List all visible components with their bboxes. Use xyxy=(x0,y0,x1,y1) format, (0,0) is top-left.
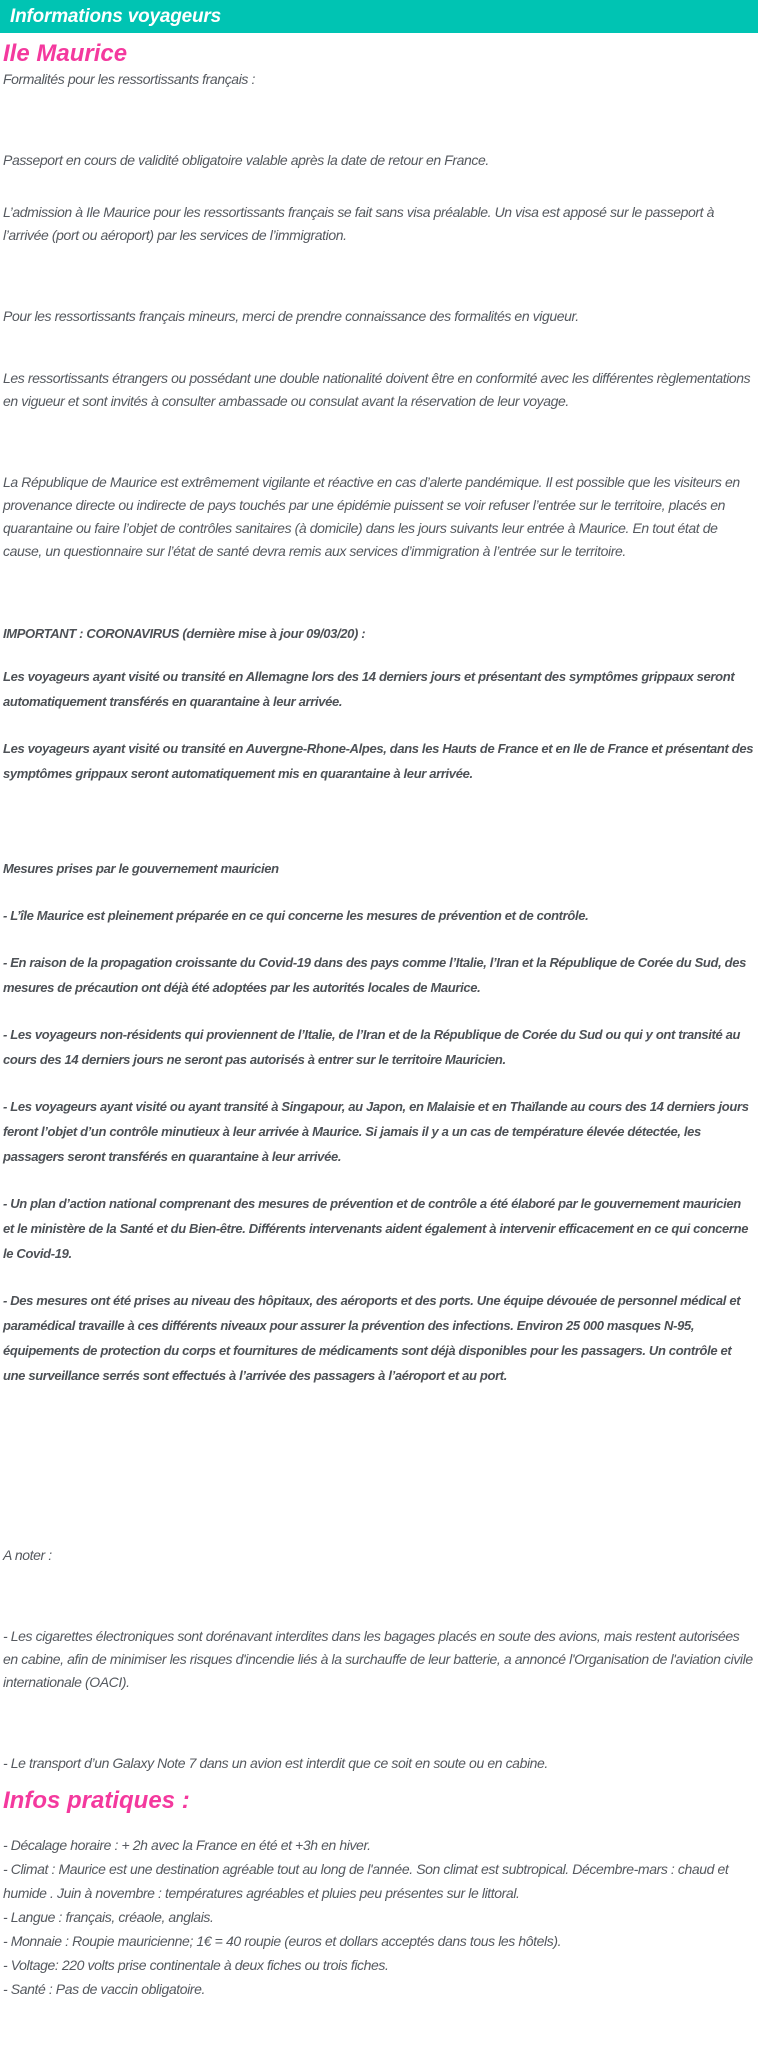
section-header-bar xyxy=(0,0,758,33)
section-header-title: Informations voyageurs xyxy=(10,5,221,27)
spacer xyxy=(3,1694,754,1752)
bold-paragraph: IMPORTANT : CORONAVIRUS (dernière mise à jour 09/03/20) : xyxy=(3,626,366,641)
subsection-heading: Infos pratiques : xyxy=(3,1787,190,1814)
info-line: - Climat : Maurice est une destination agréable tout au long de l'année. Son climat est subtropical. Décembre-mars : chaud et humide . Juin à novembre : températures agréables et pluies peu présentes sur le littoral. xyxy=(3,1861,729,1901)
spacer xyxy=(3,172,754,201)
paragraph: Les ressortissants étrangers ou possédant une double nationalité doivent être en conformité avec les différentes règlementations en vigueur et sont invités à consulter ambassade ou consulat avant la réservation de leur voyage. xyxy=(3,370,751,409)
paragraph: - Le transport d’un Galaxy Note 7 dans un avion est interdit que ce soit en soute ou en cabine. xyxy=(3,1755,548,1771)
info-line: - Langue : français, créaole, anglais. xyxy=(3,1909,214,1925)
spacer xyxy=(3,328,754,367)
spacer xyxy=(3,1388,754,1544)
bold-paragraph: Mesures prises par le gouvernement mauricien xyxy=(3,861,279,876)
paragraph: Formalités pour les ressortissants français : xyxy=(3,71,255,87)
spacer xyxy=(3,1775,754,1787)
paragraph: Passeport en cours de validité obligatoire valable après la date de retour en France. xyxy=(3,152,489,168)
bold-paragraph: - Des mesures ont été prises au niveau des hôpitaux, des aéroports et des ports. Une équipe dévouée de personnel médical et paramédical travaille à ces différents niveaux pour assurer la prévention des infections. Environ 25 000 masques N-95, équipements de protection du corps et fournitures de médicaments sont déjà disponibles pour les passagers. Un contrôle et une surveillance serrés sont effectués à l’arrivée des passagers à l’aéroport et au port. xyxy=(3,1293,741,1383)
spacer xyxy=(3,1567,754,1625)
bold-paragraph: Les voyageurs ayant visité ou transité en Auvergne-Rhone-Alpes, dans les Hauts de France et en Ile de France et présentant des symptômes grippaux seront automatiquement mis en quarantaine à leur arrivée. xyxy=(3,741,754,781)
content-list xyxy=(3,68,754,2001)
spacer xyxy=(3,1000,754,1022)
spacer xyxy=(3,563,754,621)
spacer xyxy=(3,928,754,950)
destination-title: Ile Maurice xyxy=(3,40,128,67)
spacer xyxy=(3,1072,754,1094)
paragraph: L’admission à Ile Maurice pour les ressortissants français se fait sans visa préalable. Un visa est apposé sur le passeport à l’arrivée (port ou aéroport) par les services de l’immigration. xyxy=(3,204,715,243)
paragraph: La République de Maurice est extrêmement vigilante et réactive en cas d’alerte pandémique. Il est possible que les visiteurs en provenance directe ou indirecte de pays touchés par une épidémie puissent se voir refuser l’entrée sur le territoire, placés en quarantaine ou faire l’objet de contrôles sanitaires (à domicile) dans les jours suivants leur entrée à Maurice. En tout état de cause, un questionnaire sur l’état de santé devra remis aux services d’immigration à l’entrée sur le territoire. xyxy=(3,474,740,559)
paragraph: A noter : xyxy=(3,1547,52,1563)
spacer xyxy=(3,714,754,736)
paragraph: Pour les ressortissants français mineurs, merci de prendre connaissance des formalités en vigueur. xyxy=(3,308,579,324)
spacer xyxy=(3,91,754,149)
bold-paragraph: - En raison de la propagation croissante du Covid-19 dans des pays comme l’Italie, l’Iran et la République de Corée du Sud, des mesures de précaution ont déjà été adoptées par les autorités locales de Maurice. xyxy=(3,955,746,995)
info-line: - Monnaie : Roupie mauricienne; 1€ = 40 roupie (euros et dollars acceptés dans tous les hôtels). xyxy=(3,1933,562,1949)
spacer xyxy=(3,1266,754,1288)
spacer xyxy=(3,646,754,664)
info-line: - Décalage horaire : + 2h avec la France en été et +3h en hiver. xyxy=(3,1837,371,1853)
spacer xyxy=(3,413,754,471)
spacer xyxy=(3,247,754,305)
bold-paragraph: - Les voyageurs ayant visité ou ayant transité à Singapour, au Japon, en Malaisie et en Thaïlande au cours des 14 derniers jours feront l’objet d’un contrôle minutieux à leur arrivée à Maurice. Si jamais il y a un cas de température élevée détectée, les passagers seront transférés en quarantaine à leur arrivée. xyxy=(3,1099,749,1164)
spacer xyxy=(3,881,754,903)
spacer xyxy=(3,1169,754,1191)
bold-paragraph: Les voyageurs ayant visité ou transité en Allemagne lors des 14 derniers jours et présentant des symptômes grippaux seront automatiquement transférés en quarantaine à leur arrivée. xyxy=(3,669,735,709)
spacer xyxy=(3,1815,754,1833)
info-line: - Santé : Pas de vaccin obligatoire. xyxy=(3,1981,205,1997)
info-line: - Voltage: 220 volts prise continentale à deux fiches ou trois fiches. xyxy=(3,1957,389,1973)
bold-paragraph: - L’île Maurice est pleinement préparée en ce qui concerne les mesures de prévention et de contrôle. xyxy=(3,908,589,923)
bold-paragraph: - Les voyageurs non-résidents qui proviennent de l’Italie, de l’Iran et de la République de Corée du Sud ou qui y ont transité au cours des 14 derniers jours ne seront pas autorisés à entrer sur le territoire Mauricien. xyxy=(3,1027,741,1067)
paragraph: - Les cigarettes électroniques sont dorénavant interdites dans les bagages placés en soute des avions, mais restent autorisées en cabine, afin de minimiser les risques d'incendie liés à la surchauffe de leur batterie, a annoncé l'Organisation de l'aviation civile internationale (OACI). xyxy=(3,1628,753,1690)
spacer xyxy=(3,786,754,856)
document-body xyxy=(0,40,758,2007)
bold-paragraph: - Un plan d’action national comprenant des mesures de prévention et de contrôle a été élaboré par le gouvernement mauricien et le ministère de la Santé et du Bien-être. Différents intervenants aident également à intervenir efficacement en ce qui concerne le Covid-19. xyxy=(3,1196,749,1261)
